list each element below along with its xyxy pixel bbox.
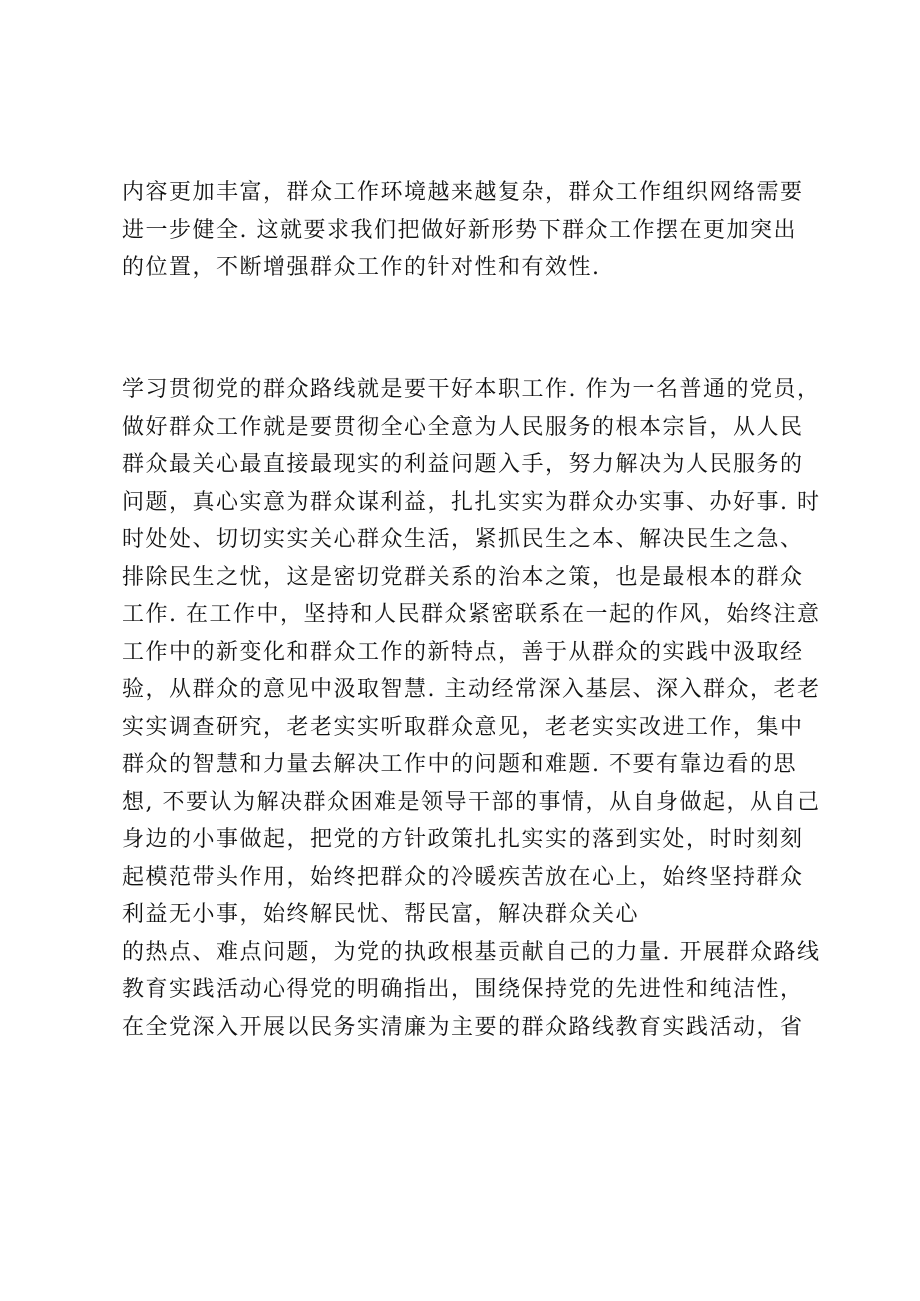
text-line: 验，从群众的意见中汲取智慧. 主动经常深入基层、深入群众，老老 [122,677,821,702]
paragraph-1 [122,174,822,287]
text-line: 工作中的新变化和群众工作的新特点，善于从群众的实践中汲取经 [122,639,804,665]
text-line: 想, 不要认为解决群众困难是领导干部的事情，从自身做起，从自己 [122,789,821,815]
text-line: 的热点、难点问题，为党的执政根基贡献自己的力量. 开展群众路线 [122,939,821,965]
text-line: 身边的小事做起，把党的方针政策扎扎实实的落到实处，时时刻刻 [122,827,804,852]
text-line: 群众最关心最直接最现实的利益问题入手，努力解决为人民服务的 [122,452,804,477]
text-line: 工作. 在工作中，坚持和人民群众紧密联系在一起的作风，始终注意 [122,602,821,627]
text-line: 进一步健全. 这就要求我们把做好新形势下群众工作摆在更加突出 [122,217,797,243]
text-line: 起模范带头作用，始终把群众的冷暖疾苦放在心上，始终坚持群众 [122,864,804,890]
text-line: 群众的智慧和力量去解决工作中的问题和难题. 不要有靠边看的思 [122,752,797,777]
text-line: 的位置，不断增强群众工作的针对性和有效性. [122,255,601,280]
text-line: 教育实践活动心得党的明确指出，围绕保持党的先进性和纯洁性， [122,977,804,1002]
text-line: 问题，真心实意为群众谋利益，扎扎实实为群众办实事、办好事. 时 [122,489,821,515]
text-line: 内容更加丰富，群众工作环境越来越复杂，群众工作组织网络需要 [122,180,804,205]
text-line: 做好群众工作就是要贯彻全心全意为人民服务的根本宗旨，从人民 [122,414,804,440]
paragraph-2 [122,371,822,1046]
text-line: 实实调查研究，老老实实听取群众意见，老老实实改进工作，集中 [122,714,804,740]
text-line: 学习贯彻党的群众路线就是要干好本职工作. 作为一名普通的党员， [122,377,821,402]
text-line: 在全党深入开展以民务实清廉为主要的群众路线教育实践活动，省 [122,1014,804,1040]
text-line: 时处处、切切实实关心群众生活，紧抓民生之本、解决民生之急、 [122,527,804,552]
text-line: 排除民生之忧，这是密切党群关系的治本之策，也是最根本的群众 [122,564,804,590]
text-line: 利益无小事，始终解民忧、帮民富，解决群众关心 [122,902,640,927]
